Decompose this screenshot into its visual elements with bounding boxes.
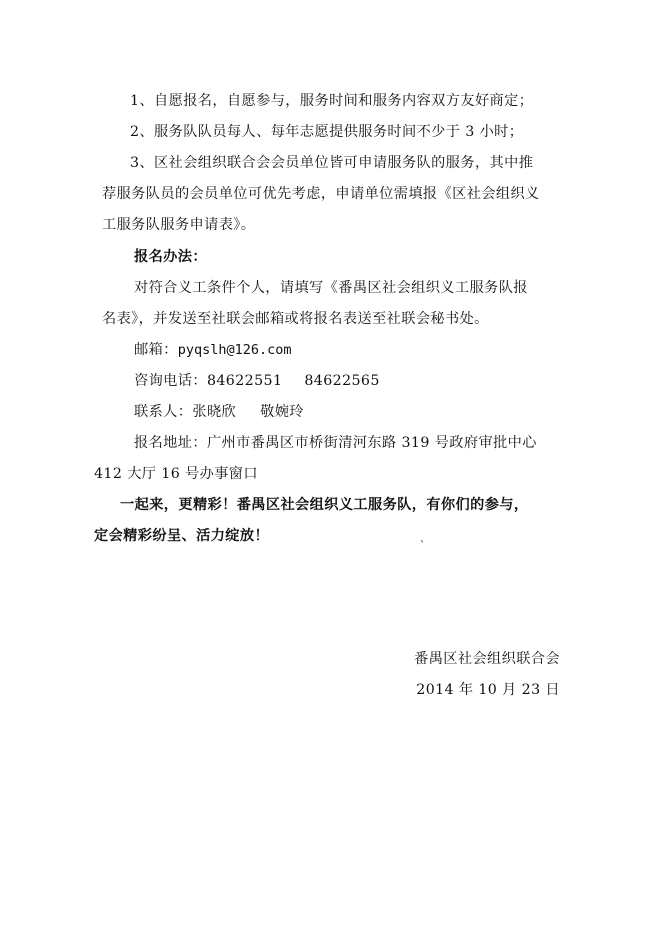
signup-heading: 报名办法： <box>134 249 207 265</box>
rule-item-2: 2、服务队队员每人、每年志愿提供服务时间不少于 3 小时； <box>130 124 524 140</box>
signup-paragraph-line-1: 对符合义工条件个人，请填写《番禺区社会组织义工服务队报 <box>134 280 528 296</box>
rule-item-3-line-1: 3、区社会组织联合会会员单位皆可申请服务队的服务，其中推 <box>130 155 534 171</box>
email-row <box>134 340 292 360</box>
contact-row <box>134 402 304 422</box>
signature-date: 2014 年 10 月 23 日 <box>416 682 560 698</box>
rule-item-1: 1、自愿报名，自愿参与，服务时间和服务内容双方友好商定； <box>130 93 534 109</box>
contact-name-2: 敬婉玲 <box>260 404 304 420</box>
address-line-1: 报名地址：广州市番禺区市桥街清河东路 319 号政府审批中心 <box>134 435 537 451</box>
phone-row <box>134 371 380 391</box>
signup-paragraph-line-2: 名表》，并发送至社联会邮箱或将报名表送至社联会秘书处。 <box>102 311 489 327</box>
slogan-line-1: 一起来，更精彩！番禺区社会组织义工服务队，有你们的参与， <box>120 497 529 513</box>
rule-item-3-line-3: 工服务队服务申请表》。 <box>102 217 256 233</box>
stray-mark: 、 <box>420 534 430 545</box>
address-line-2: 412 大厅 16 号办事窗口 <box>94 466 258 482</box>
phone-label: 咨询电话： <box>134 373 207 389</box>
phone-number-1: 84622551 <box>206 373 283 389</box>
rule-item-3-line-2: 荐服务队员的会员单位可优先考虑，申请单位需填报《区社会组织义 <box>102 186 540 202</box>
contact-name-1: 张晓欣 <box>192 404 237 420</box>
email-label: 邮箱： <box>134 342 178 358</box>
contact-label: 联系人： <box>134 404 193 420</box>
slogan-line-2: 定会精彩纷呈、活力绽放！ <box>94 528 270 544</box>
signature-organization: 番禺区社会组织联合会 <box>414 651 560 667</box>
phone-number-2: 84622565 <box>304 373 380 389</box>
email-address: pyqslh@126.com <box>177 342 292 358</box>
